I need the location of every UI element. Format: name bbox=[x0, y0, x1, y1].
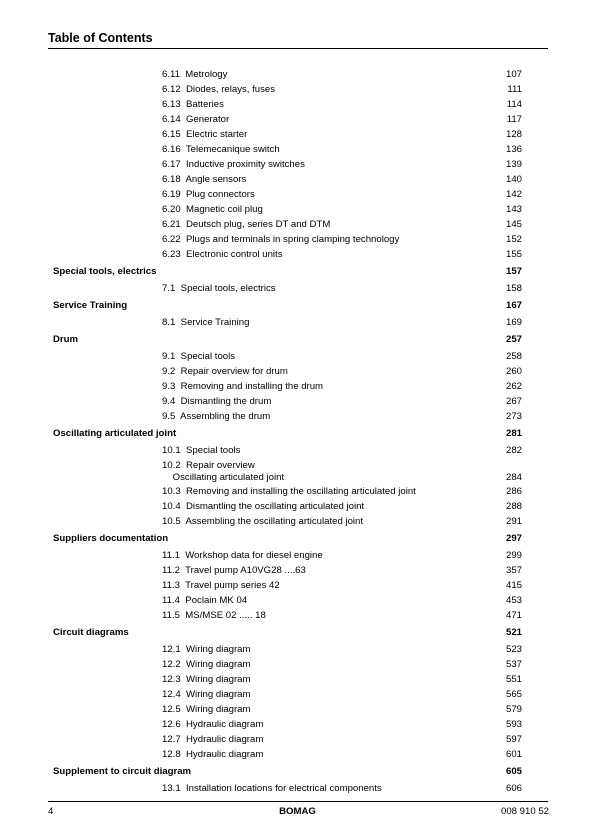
toc-entry[interactable] bbox=[0, 218, 595, 232]
toc-label: 7.1 Special tools, electrics bbox=[162, 283, 276, 294]
toc-page-number: 107 bbox=[505, 69, 522, 80]
footer-brand: BOMAG bbox=[279, 806, 316, 817]
toc-page-number: 565 bbox=[505, 689, 522, 700]
toc-entry[interactable] bbox=[0, 673, 595, 687]
toc-label: 13.1 Installation locations for electrical components bbox=[162, 783, 382, 794]
toc-page-number: 597 bbox=[505, 734, 522, 745]
toc-page-number: 139 bbox=[505, 159, 522, 170]
toc-chapter[interactable] bbox=[0, 532, 595, 546]
toc-page-number: 471 bbox=[505, 610, 522, 621]
toc-page-number: 291 bbox=[505, 516, 522, 527]
toc-page-number: 257 bbox=[505, 334, 522, 345]
toc-entry[interactable] bbox=[0, 395, 595, 409]
toc-label: 12.8 Hydraulic diagram bbox=[162, 749, 264, 760]
toc-label: 6.17 Inductive proximity switches bbox=[162, 159, 305, 170]
toc-chapter[interactable] bbox=[0, 427, 595, 441]
toc-entry[interactable] bbox=[0, 688, 595, 702]
toc-entry[interactable] bbox=[0, 68, 595, 82]
toc-label: 11.1 Workshop data for diesel engine bbox=[162, 550, 323, 561]
toc-entry[interactable] bbox=[0, 203, 595, 217]
toc-entry[interactable] bbox=[0, 380, 595, 394]
toc-chapter[interactable] bbox=[0, 299, 595, 313]
toc-page-number: 286 bbox=[505, 486, 522, 497]
toc-page-number: 136 bbox=[505, 144, 522, 155]
toc-label: 6.13 Batteries bbox=[162, 99, 224, 110]
toc-entry[interactable] bbox=[0, 609, 595, 623]
toc-entry[interactable] bbox=[0, 564, 595, 578]
toc-page-number: 284 bbox=[505, 472, 522, 483]
toc-entry[interactable] bbox=[0, 248, 595, 262]
toc-page-number: 169 bbox=[505, 317, 522, 328]
toc-label: Drum bbox=[53, 334, 79, 345]
toc-page-number: 117 bbox=[506, 114, 522, 125]
toc-entry[interactable] bbox=[0, 350, 595, 364]
toc-page-number: 606 bbox=[505, 783, 522, 794]
toc-entry[interactable] bbox=[0, 485, 595, 499]
toc-label: 11.5 MS/MSE 02 ..... 18 bbox=[162, 610, 266, 621]
toc-label: 11.2 Travel pump A10VG28 ....63 bbox=[162, 565, 306, 576]
toc-entry[interactable] bbox=[0, 188, 595, 202]
toc-page-number: 579 bbox=[505, 704, 522, 715]
toc-entry[interactable] bbox=[0, 158, 595, 172]
toc-entry[interactable] bbox=[0, 282, 595, 296]
toc-entry[interactable] bbox=[0, 128, 595, 142]
toc-page-number: 142 bbox=[505, 189, 522, 200]
toc-page-number: 288 bbox=[505, 501, 522, 512]
toc-page-number: 157 bbox=[505, 266, 522, 277]
toc-label: 6.11 Metrology bbox=[162, 69, 228, 80]
toc-entry[interactable] bbox=[0, 83, 595, 97]
toc-entry[interactable] bbox=[0, 500, 595, 514]
footer-rule bbox=[48, 801, 548, 802]
toc-label: Special tools, electrics bbox=[53, 266, 157, 277]
toc-chapter[interactable] bbox=[0, 765, 595, 779]
toc-label: 9.4 Dismantling the drum bbox=[162, 396, 272, 407]
toc-page-number: 128 bbox=[505, 129, 522, 140]
toc-page-number: 605 bbox=[505, 766, 522, 777]
toc-page-number: 281 bbox=[505, 428, 522, 439]
toc-label: 9.2 Repair overview for drum bbox=[162, 366, 288, 377]
toc-page-number: 601 bbox=[505, 749, 522, 760]
toc-entry[interactable] bbox=[0, 143, 595, 157]
toc-page-number: 267 bbox=[505, 396, 522, 407]
toc-entry[interactable] bbox=[0, 658, 595, 672]
toc-page-number: 551 bbox=[505, 674, 522, 685]
toc-label: 6.14 Generator bbox=[162, 114, 230, 125]
toc-page-number: 453 bbox=[505, 595, 522, 606]
toc-label: 10.1 Special tools bbox=[162, 445, 241, 456]
footer-page-number: 4 bbox=[48, 806, 54, 817]
toc-label: 12.4 Wiring diagram bbox=[162, 689, 251, 700]
toc-page-number: 357 bbox=[505, 565, 522, 576]
toc-label: 6.20 Magnetic coil plug bbox=[162, 204, 263, 215]
toc-label: 6.15 Electric starter bbox=[162, 129, 248, 140]
toc-label: 8.1 Service Training bbox=[162, 317, 250, 328]
toc-label: 10.3 Removing and installing the oscillating articulated joint bbox=[162, 486, 416, 497]
toc-entry[interactable] bbox=[0, 643, 595, 657]
toc-label: 12.7 Hydraulic diagram bbox=[162, 734, 264, 745]
toc-label: 6.23 Electronic control units bbox=[162, 249, 283, 260]
toc-page-number: 143 bbox=[505, 204, 522, 215]
toc-label: Supplement to circuit diagram bbox=[53, 766, 192, 777]
toc-label: 9.1 Special tools bbox=[162, 351, 236, 362]
toc-page-number: 273 bbox=[505, 411, 522, 422]
toc-page-number: 114 bbox=[506, 99, 522, 110]
toc-entry[interactable] bbox=[0, 718, 595, 732]
toc-page-number: 152 bbox=[505, 234, 522, 245]
toc-label: 12.3 Wiring diagram bbox=[162, 674, 251, 685]
page-title: Table of Contents bbox=[48, 31, 153, 45]
toc-entry[interactable] bbox=[0, 316, 595, 330]
toc-label: 9.5 Assembling the drum bbox=[162, 411, 271, 422]
toc-page-number: 593 bbox=[505, 719, 522, 730]
toc-label: 6.12 Diodes, relays, fuses bbox=[162, 84, 276, 95]
toc-label: 6.16 Telemecanique switch bbox=[162, 144, 280, 155]
toc-entry[interactable] bbox=[0, 579, 595, 593]
toc-page-number: 521 bbox=[505, 627, 522, 638]
toc-label: 10.2 Repair overview Oscillating articulated joint bbox=[162, 460, 285, 483]
toc-label: 10.5 Assembling the oscillating articulated joint bbox=[162, 516, 364, 527]
toc-page-number: 415 bbox=[505, 580, 522, 591]
toc-page-number: 262 bbox=[505, 381, 522, 392]
toc-label: Circuit diagrams bbox=[53, 627, 129, 638]
toc-entry[interactable] bbox=[0, 733, 595, 747]
toc-page-number: 258 bbox=[505, 351, 522, 362]
toc-entry[interactable] bbox=[0, 782, 595, 796]
toc-page-number: 299 bbox=[505, 550, 522, 561]
toc-page-number: 111 bbox=[507, 84, 522, 95]
toc-page-number: 282 bbox=[505, 445, 522, 456]
toc-label: 9.3 Removing and installing the drum bbox=[162, 381, 324, 392]
toc-page-number: 145 bbox=[505, 219, 522, 230]
toc-label: 11.3 Travel pump series 42 bbox=[162, 580, 280, 591]
toc-label: 6.19 Plug connectors bbox=[162, 189, 255, 200]
toc-label: 12.2 Wiring diagram bbox=[162, 659, 251, 670]
footer-doc-number: 008 910 52 bbox=[500, 806, 549, 817]
toc-entry[interactable] bbox=[0, 233, 595, 247]
toc-chapter[interactable] bbox=[0, 333, 595, 347]
toc-entry[interactable] bbox=[0, 444, 595, 458]
toc-entry[interactable] bbox=[0, 98, 595, 112]
toc-page-number: 167 bbox=[505, 300, 522, 311]
toc-entry[interactable] bbox=[0, 594, 595, 608]
toc-label: 12.6 Hydraulic diagram bbox=[162, 719, 264, 730]
toc-label: Service Training bbox=[53, 300, 128, 311]
toc-page-number: 140 bbox=[505, 174, 522, 185]
toc-label: 10.4 Dismantling the oscillating articulated joint bbox=[162, 501, 365, 512]
toc-entry[interactable] bbox=[0, 703, 595, 717]
toc-label: 6.22 Plugs and terminals in spring clamping technology bbox=[162, 234, 400, 245]
toc-entry[interactable] bbox=[0, 459, 595, 485]
toc-label: 11.4 Poclain MK 04 bbox=[162, 595, 248, 606]
toc-entry[interactable] bbox=[0, 410, 595, 424]
toc-chapter[interactable] bbox=[0, 265, 595, 279]
toc-entry[interactable] bbox=[0, 365, 595, 379]
toc-page-number: 155 bbox=[505, 249, 522, 260]
toc-page-number: 260 bbox=[505, 366, 522, 377]
toc-entry[interactable] bbox=[0, 173, 595, 187]
toc-entry[interactable] bbox=[0, 515, 595, 529]
toc-label: Suppliers documentation bbox=[53, 533, 169, 544]
toc-entry[interactable] bbox=[0, 113, 595, 127]
toc-entry[interactable] bbox=[0, 549, 595, 563]
toc-label: 6.18 Angle sensors bbox=[162, 174, 247, 185]
toc-label: 6.21 Deutsch plug, series DT and DTM bbox=[162, 219, 331, 230]
toc-page-number: 297 bbox=[505, 533, 522, 544]
toc-entry[interactable] bbox=[0, 748, 595, 762]
toc-label: Oscillating articulated joint bbox=[53, 428, 177, 439]
toc-page-number: 523 bbox=[505, 644, 522, 655]
toc-chapter[interactable] bbox=[0, 626, 595, 640]
toc-label: 12.1 Wiring diagram bbox=[162, 644, 251, 655]
toc-page-number: 158 bbox=[505, 283, 522, 294]
toc-label: 12.5 Wiring diagram bbox=[162, 704, 251, 715]
toc-page-number: 537 bbox=[505, 659, 522, 670]
